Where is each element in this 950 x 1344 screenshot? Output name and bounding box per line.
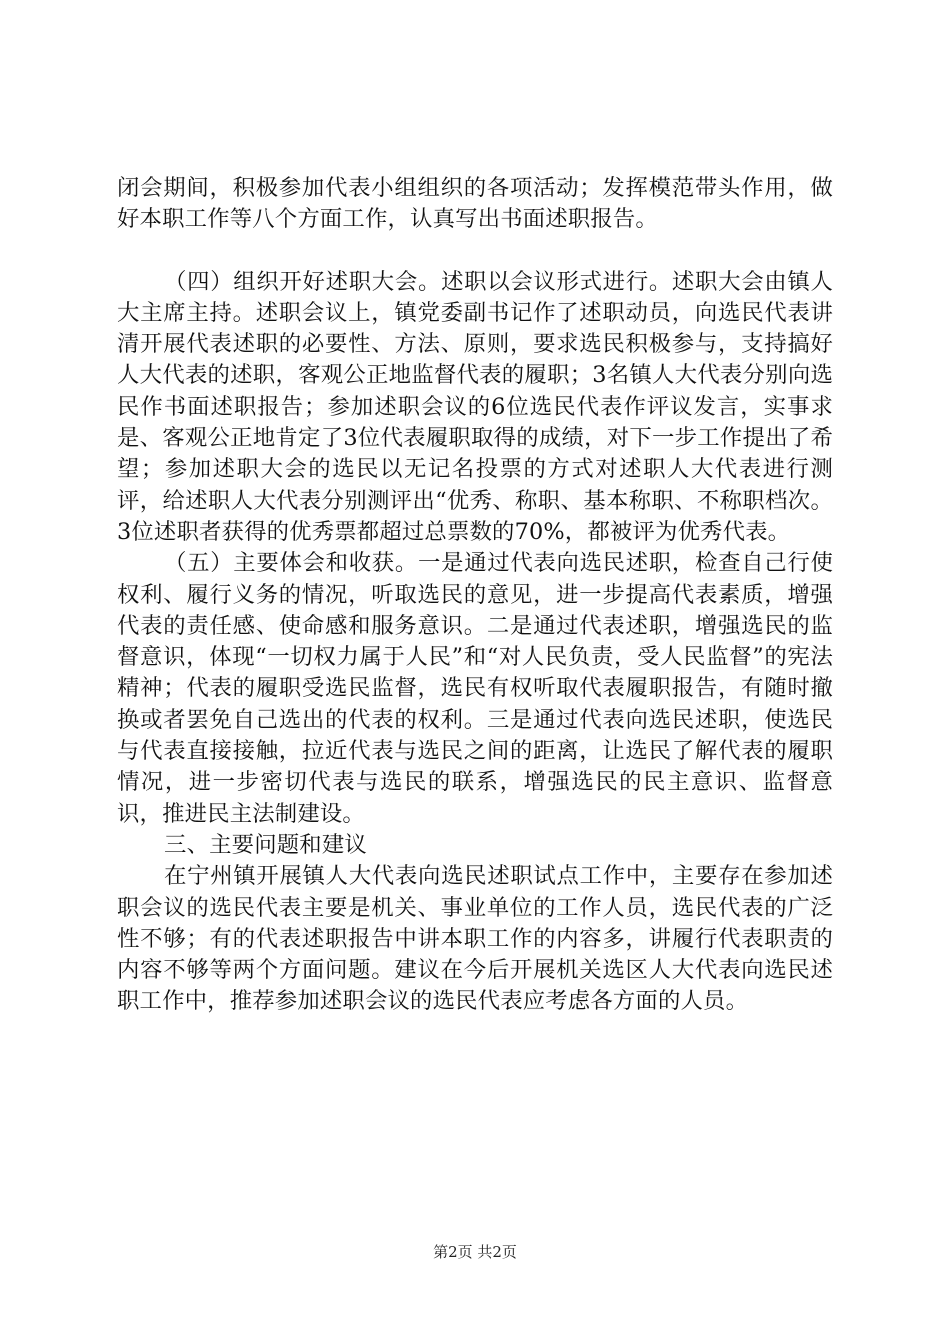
document-body (117, 173, 833, 1018)
paragraph-continuation: 闭会期间，积极参加代表小组组织的各项活动；发挥模范带头作用，做好本职工作等八个方面工作，认真写出书面述职报告。 (117, 175, 833, 233)
section-heading-problems: 三、主要问题和建议 (164, 831, 367, 858)
paragraph-section-4: （四）组织开好述职大会。述职以会议形式进行。述职大会由镇人大主席主持。述职会议上，镇党委副书记作了述职动员，向选民代表讲清开展代表述职的必要性、方法、原则，要求选民积极参与，支持搞好人大代表的述职，客观公正地监督代表的履职；3名镇人大代表分别向选民作书面述职报告；参加述职会议的6位选民代表作评议发言，实事求是、客观公正地肯定了3位代表履职取得的成绩，对下一步工作提出了希望；参加述职大会的选民以无记名投票的方式对述职人大代表进行测评，给述职人大代表分别测评出“优秀、称职、基本称职、不称职档次。3位述职者获得的优秀票都超过总票数的70%，都被评为优秀代表。 (117, 268, 833, 545)
paragraph-section-5: （五）主要体会和收获。一是通过代表向选民述职，检查自己行使权利、履行义务的情况，听取选民的意见，进一步提高代表素质，增强代表的责任感、使命感和服务意识。二是通过代表述职，增强选民的监督意识，体现“一切权力属于人民”和“对人民负责，受人民监督”的宪法精神；代表的履职受选民监督，选民有权听取代表履职报告，有随时撤换或者罢免自己选出的代表的权利。三是通过代表向选民述职，使选民与代表直接接触，拉近代表与选民之间的距离，让选民了解代表的履职情况，进一步密切代表与选民的联系，增强选民的民主意识、监督意识，推进民主法制建设。 (117, 550, 833, 827)
page-footer: 第2页 共2页 (433, 1243, 517, 1261)
paragraph-gap (117, 236, 833, 267)
paragraph-problems-suggestions: 在宁州镇开展镇人大代表向选民述职试点工作中，主要存在参加述职会议的选民代表主要是机关、事业单位的工作人员，选民代表的广泛性不够；有的代表述职报告中讲本职工作的内容多，讲履行代表职责的内容不够等两个方面问题。建议在今后开展机关选区人大代表向选民述职工作中，推荐参加述职会议的选民代表应考虑各方面的人员。 (117, 863, 833, 1015)
